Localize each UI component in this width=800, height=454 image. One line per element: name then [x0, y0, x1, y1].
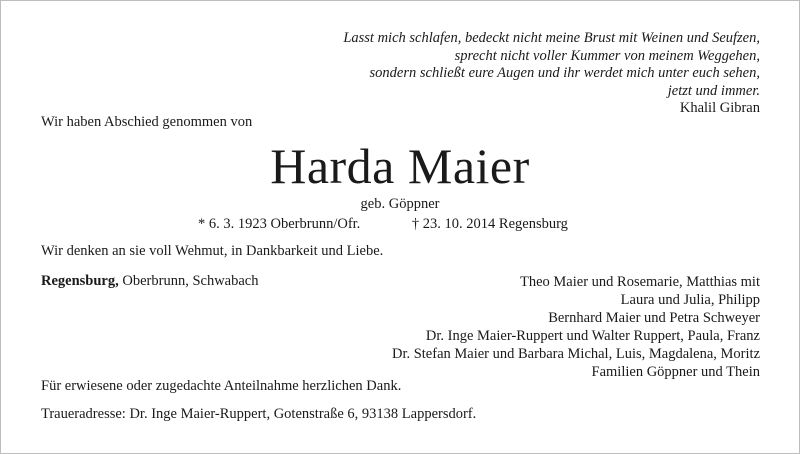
life-dates	[198, 216, 568, 233]
poem-line: Lasst mich schlafen, bedeckt nicht meine Brust mit Weinen und Seufzen,	[343, 30, 760, 46]
death-date: † 23. 10. 2014 Regensburg	[411, 216, 568, 232]
mourners-list	[392, 273, 760, 381]
remembrance-text: Wir denken an sie voll Wehmut, in Dankbarkeit und Liebe.	[41, 243, 384, 259]
intro-text: Wir haben Abschied genommen von	[41, 114, 253, 130]
maiden-name: geb. Göppner	[360, 196, 440, 212]
mourner-line: Theo Maier und Rosemarie, Matthias mit	[519, 274, 760, 290]
mourner-line: Dr. Stefan Maier und Barbara Michal, Luis, Magdalena, Moritz	[391, 346, 760, 362]
birth-date: * 6. 3. 1923 Oberbrunn/Ofr.	[198, 216, 361, 232]
places-line	[41, 273, 258, 290]
gratitude-text: Für erwiesene oder zugedachte Anteilnahme herzlichen Dank.	[41, 378, 402, 394]
poem-line: sprecht nicht voller Kummer von meinem Weggehen,	[454, 47, 760, 64]
poem-line: sondern schließt eure Augen und ihr werdet mich unter euch sehen,	[369, 65, 760, 81]
mourner-line: Familien Göppner und Thein	[591, 364, 760, 380]
other-places: Oberbrunn, Schwabach	[118, 273, 259, 289]
poem-author: Khalil Gibran	[679, 100, 760, 116]
mourning-address: Traueradresse: Dr. Inge Maier-Ruppert, Gotenstraße 6, 93138 Lappersdorf.	[41, 406, 477, 422]
mourner-line: Bernhard Maier und Petra Schweyer	[548, 310, 760, 326]
mourner-line: Laura und Julia, Philipp	[620, 292, 760, 308]
main-place: Regensburg,	[41, 273, 119, 289]
deceased-name: Harda Maier	[270, 138, 530, 194]
poem-line: jetzt und immer.	[667, 82, 760, 99]
poem-quote	[343, 30, 760, 118]
mourner-line: Dr. Inge Maier-Ruppert und Walter Ruppert, Paula, Franz	[425, 328, 760, 344]
